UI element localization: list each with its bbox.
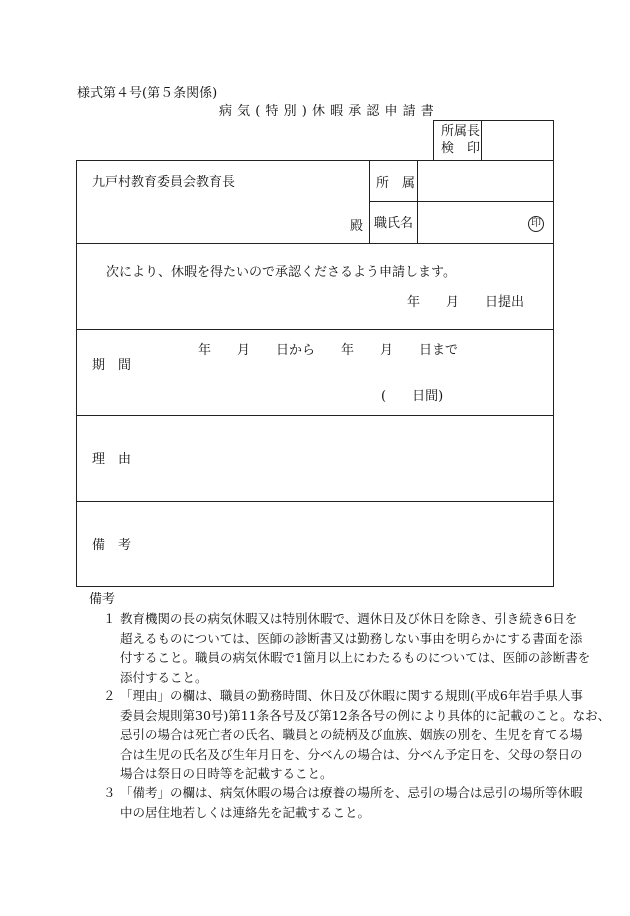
note-line: 超えるものについては、医師の診断書又は勤務しない事由を明らかにする書面を添 <box>120 630 583 646</box>
period-days: ( 日間) <box>381 389 444 404</box>
note-number: ３ <box>103 785 116 800</box>
approval-seal-label: 検 印 <box>441 141 481 156</box>
addressee-name: 九戸村教育委員会教育長 <box>92 175 236 190</box>
approval-label: 所属長 <box>441 124 481 139</box>
period-range: 年 月 日から 年 月 日まで <box>198 343 459 358</box>
note-line: 場合は祭日の日時等を記載すること。 <box>120 766 333 781</box>
remarks-label: 備 考 <box>92 538 132 553</box>
name-label: 職氏名 <box>374 216 414 231</box>
note-number: １ <box>103 611 116 626</box>
note-line: 付すること。職員の病気休暇で1箇月以上にわたるものについては、医師の診断書を <box>120 650 591 665</box>
submission-date: 年 月 日提出 <box>407 295 525 310</box>
note-line: 「備考」の欄は、病気休暇の場合は療養の場所を、忌引の場合は忌引の場所等休暇 <box>120 785 583 800</box>
reason-label: 理 由 <box>92 452 132 467</box>
note-line: 忌引の場合は死亡者の氏名、職員との続柄及び血族、姻族の別を、生児を育てる場 <box>120 727 583 742</box>
note-line: 添付すること。 <box>120 669 208 685</box>
note-line: 「理由」の欄は、職員の勤務時間、休日及び休暇に関する規則(平成6年岩手県人事 <box>120 688 583 703</box>
addressee-honorific: 殿 <box>350 219 364 234</box>
notes-heading: 備考 <box>89 592 116 607</box>
note-line: 委員会規則第30号)第11条各号及び第12条各号の例により具体的に記載のこと。なお、 <box>120 707 611 723</box>
dept-label: 所 属 <box>376 176 416 191</box>
note-line: 中の居住地若しくは連絡先を記載すること。 <box>120 804 371 820</box>
request-statement: 次により、休暇を得たいので承認くださるよう申請します。 <box>106 265 456 280</box>
seal-mark: 印 <box>528 216 544 232</box>
note-line: 合は生児の氏名及び生年月日を、分べんの場合は、分べん予定日を、父母の祭日の <box>120 746 583 762</box>
form-number: 様式第４号(第５条関係) <box>77 86 218 101</box>
form-title: 病 気 ( 特 別 ) 休 暇 承 認 申 請 書 <box>219 104 435 119</box>
note-number: ２ <box>103 688 116 703</box>
period-label: 期 間 <box>92 358 132 373</box>
note-line: 教育機関の長の病気休暇又は特別休暇で、週休日及び休日を除き、引き続き6日を <box>120 611 578 626</box>
